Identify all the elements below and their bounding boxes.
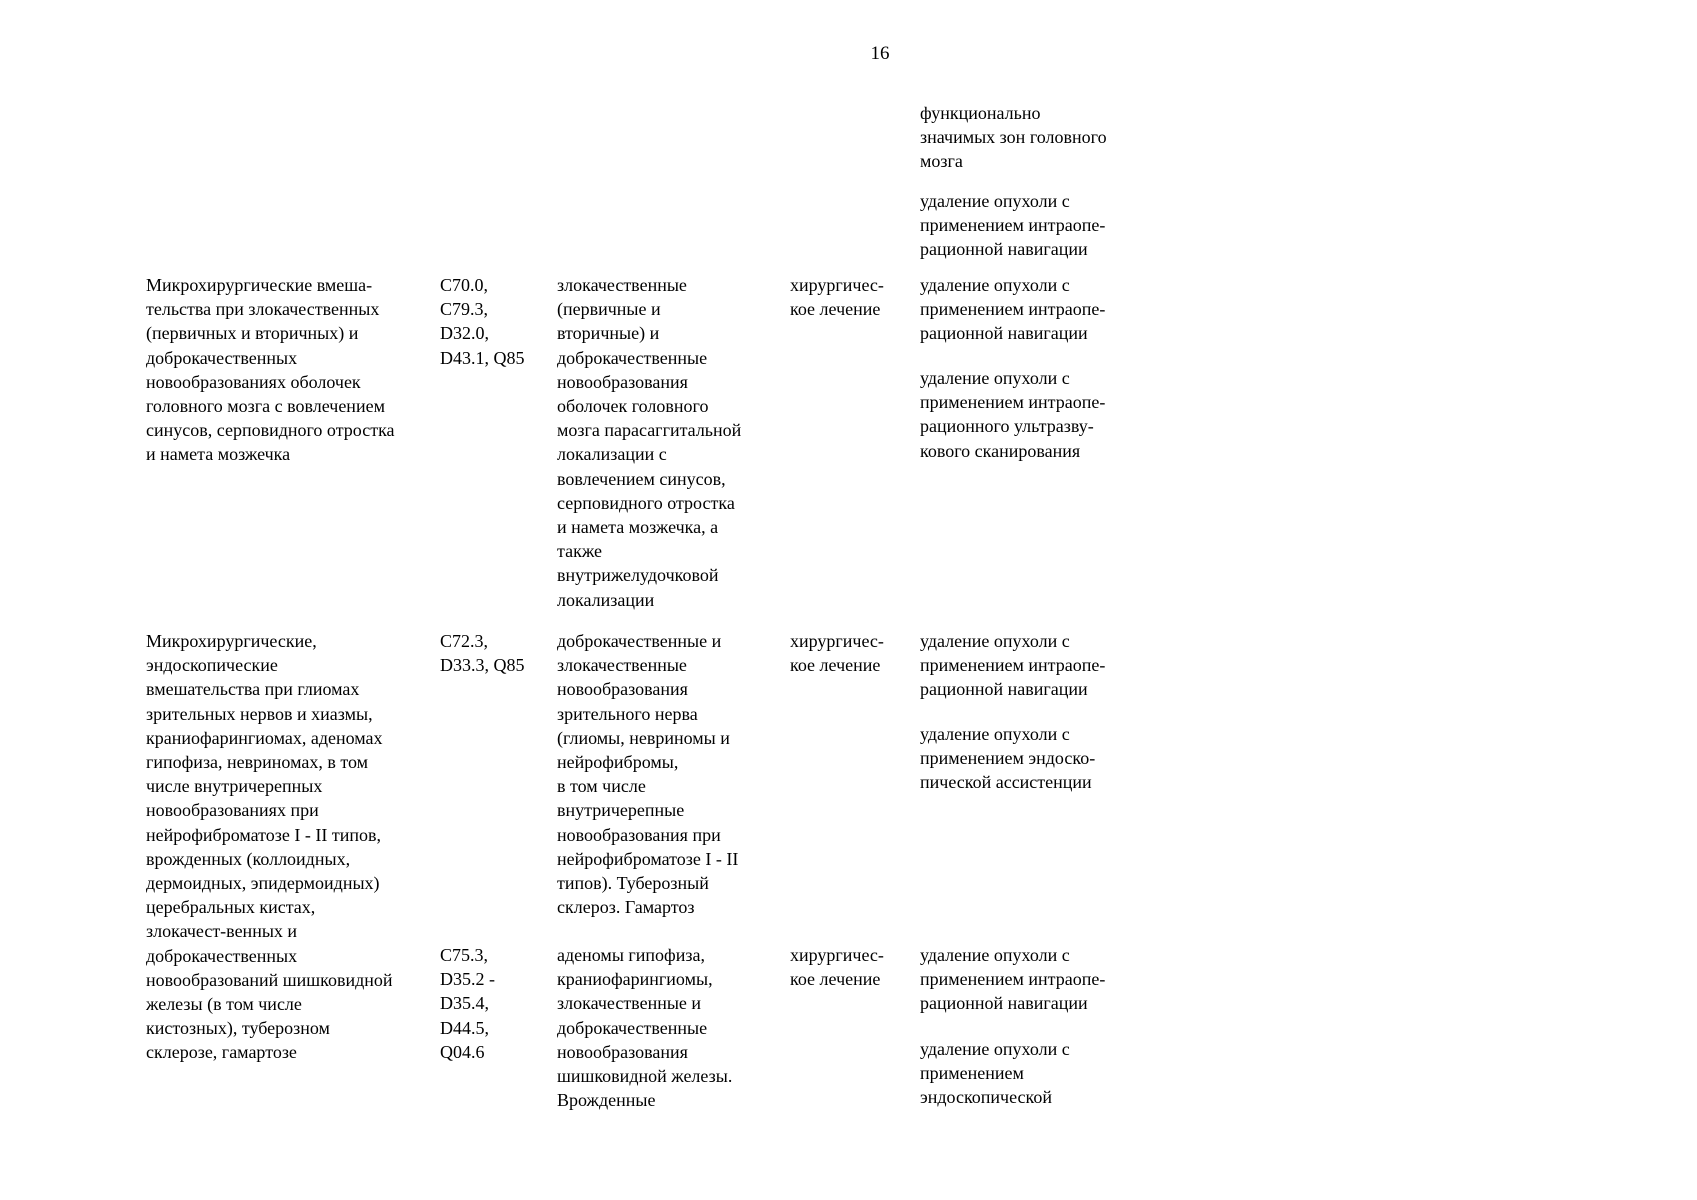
method-text: удаление опухоли с применением эндоско- пической ассистенции [920, 724, 1096, 793]
icd-codes: C70.0, C79.3, D32.0, D43.1, Q85 [440, 275, 525, 368]
patient-model: аденомы гипофиза, краниофарингиомы, злокачественные и доброкачественные новообразования шишковидной железы. Врожденные [557, 945, 733, 1111]
method-text: удаление опухоли с применением интраопе- рационной навигации [920, 945, 1106, 1014]
treatment-type: хирургичес- кое лечение [790, 631, 884, 676]
icd-codes: C72.3, D33.3, Q85 [440, 631, 525, 676]
method-text: удаление опухоли с применением интраопе- рационной навигации [920, 191, 1106, 260]
method-text: удаление опухоли с применением эндоскопической [920, 1039, 1070, 1108]
intervention-name: Микрохирургические, эндоскопические вмешательства при глиомах зрительных нервов и хиазмы, краниофарингиомах, аденомах гипофиза, невриномах, в том числе внутричерепных новообразованиях при нейрофиброматозе I - II типов, врожденных (коллоидных, дермоидных, эпидермоидных) церебральных кистах, злокачест-венных и доброкачественных новообразований шишковидной железы (в том числе кистозных), туберозном склерозе, гамартозе [146, 631, 393, 1063]
icd-codes: C75.3, D35.2 - D35.4, D44.5, Q04.6 [440, 945, 495, 1062]
method-text: удаление опухоли с применением интраопе- рационной навигации [920, 631, 1106, 700]
intervention-name: Микрохирургические вмеша- тельства при злокачественных (первичных и вторичных) и доброкачественных новообразованиях оболочек головного мозга с вовлечением синусов, серповидного отростка и намета мозжечка [146, 275, 395, 465]
patient-model: доброкачественные и злокачественные новообразования зрительного нерва (глиомы, невриномы и нейрофибромы, в том числе внутричерепные новообразования при нейрофиброматозе I - II типов). Туберозный склероз. Гамартоз [557, 631, 739, 918]
page-number: 16 [870, 43, 890, 64]
patient-model: злокачественные (первичные и вторичные) и доброкачественные новообразования оболочек головного мозга парасаггитальной локализации с вовлечением синусов, серповидного отростка и намета мозжечка, а также внутрижелудочковой локализации [557, 275, 742, 610]
method-text: функционально значимых зон головного мозга [920, 103, 1107, 172]
treatment-type: хирургичес- кое лечение [790, 945, 884, 990]
method-text: удаление опухоли с применением интраопе- рационного ультразву- кового сканирования [920, 368, 1106, 461]
treatment-type: хирургичес- кое лечение [790, 275, 884, 320]
method-text: удаление опухоли с применением интраопе- рационной навигации [920, 275, 1106, 344]
